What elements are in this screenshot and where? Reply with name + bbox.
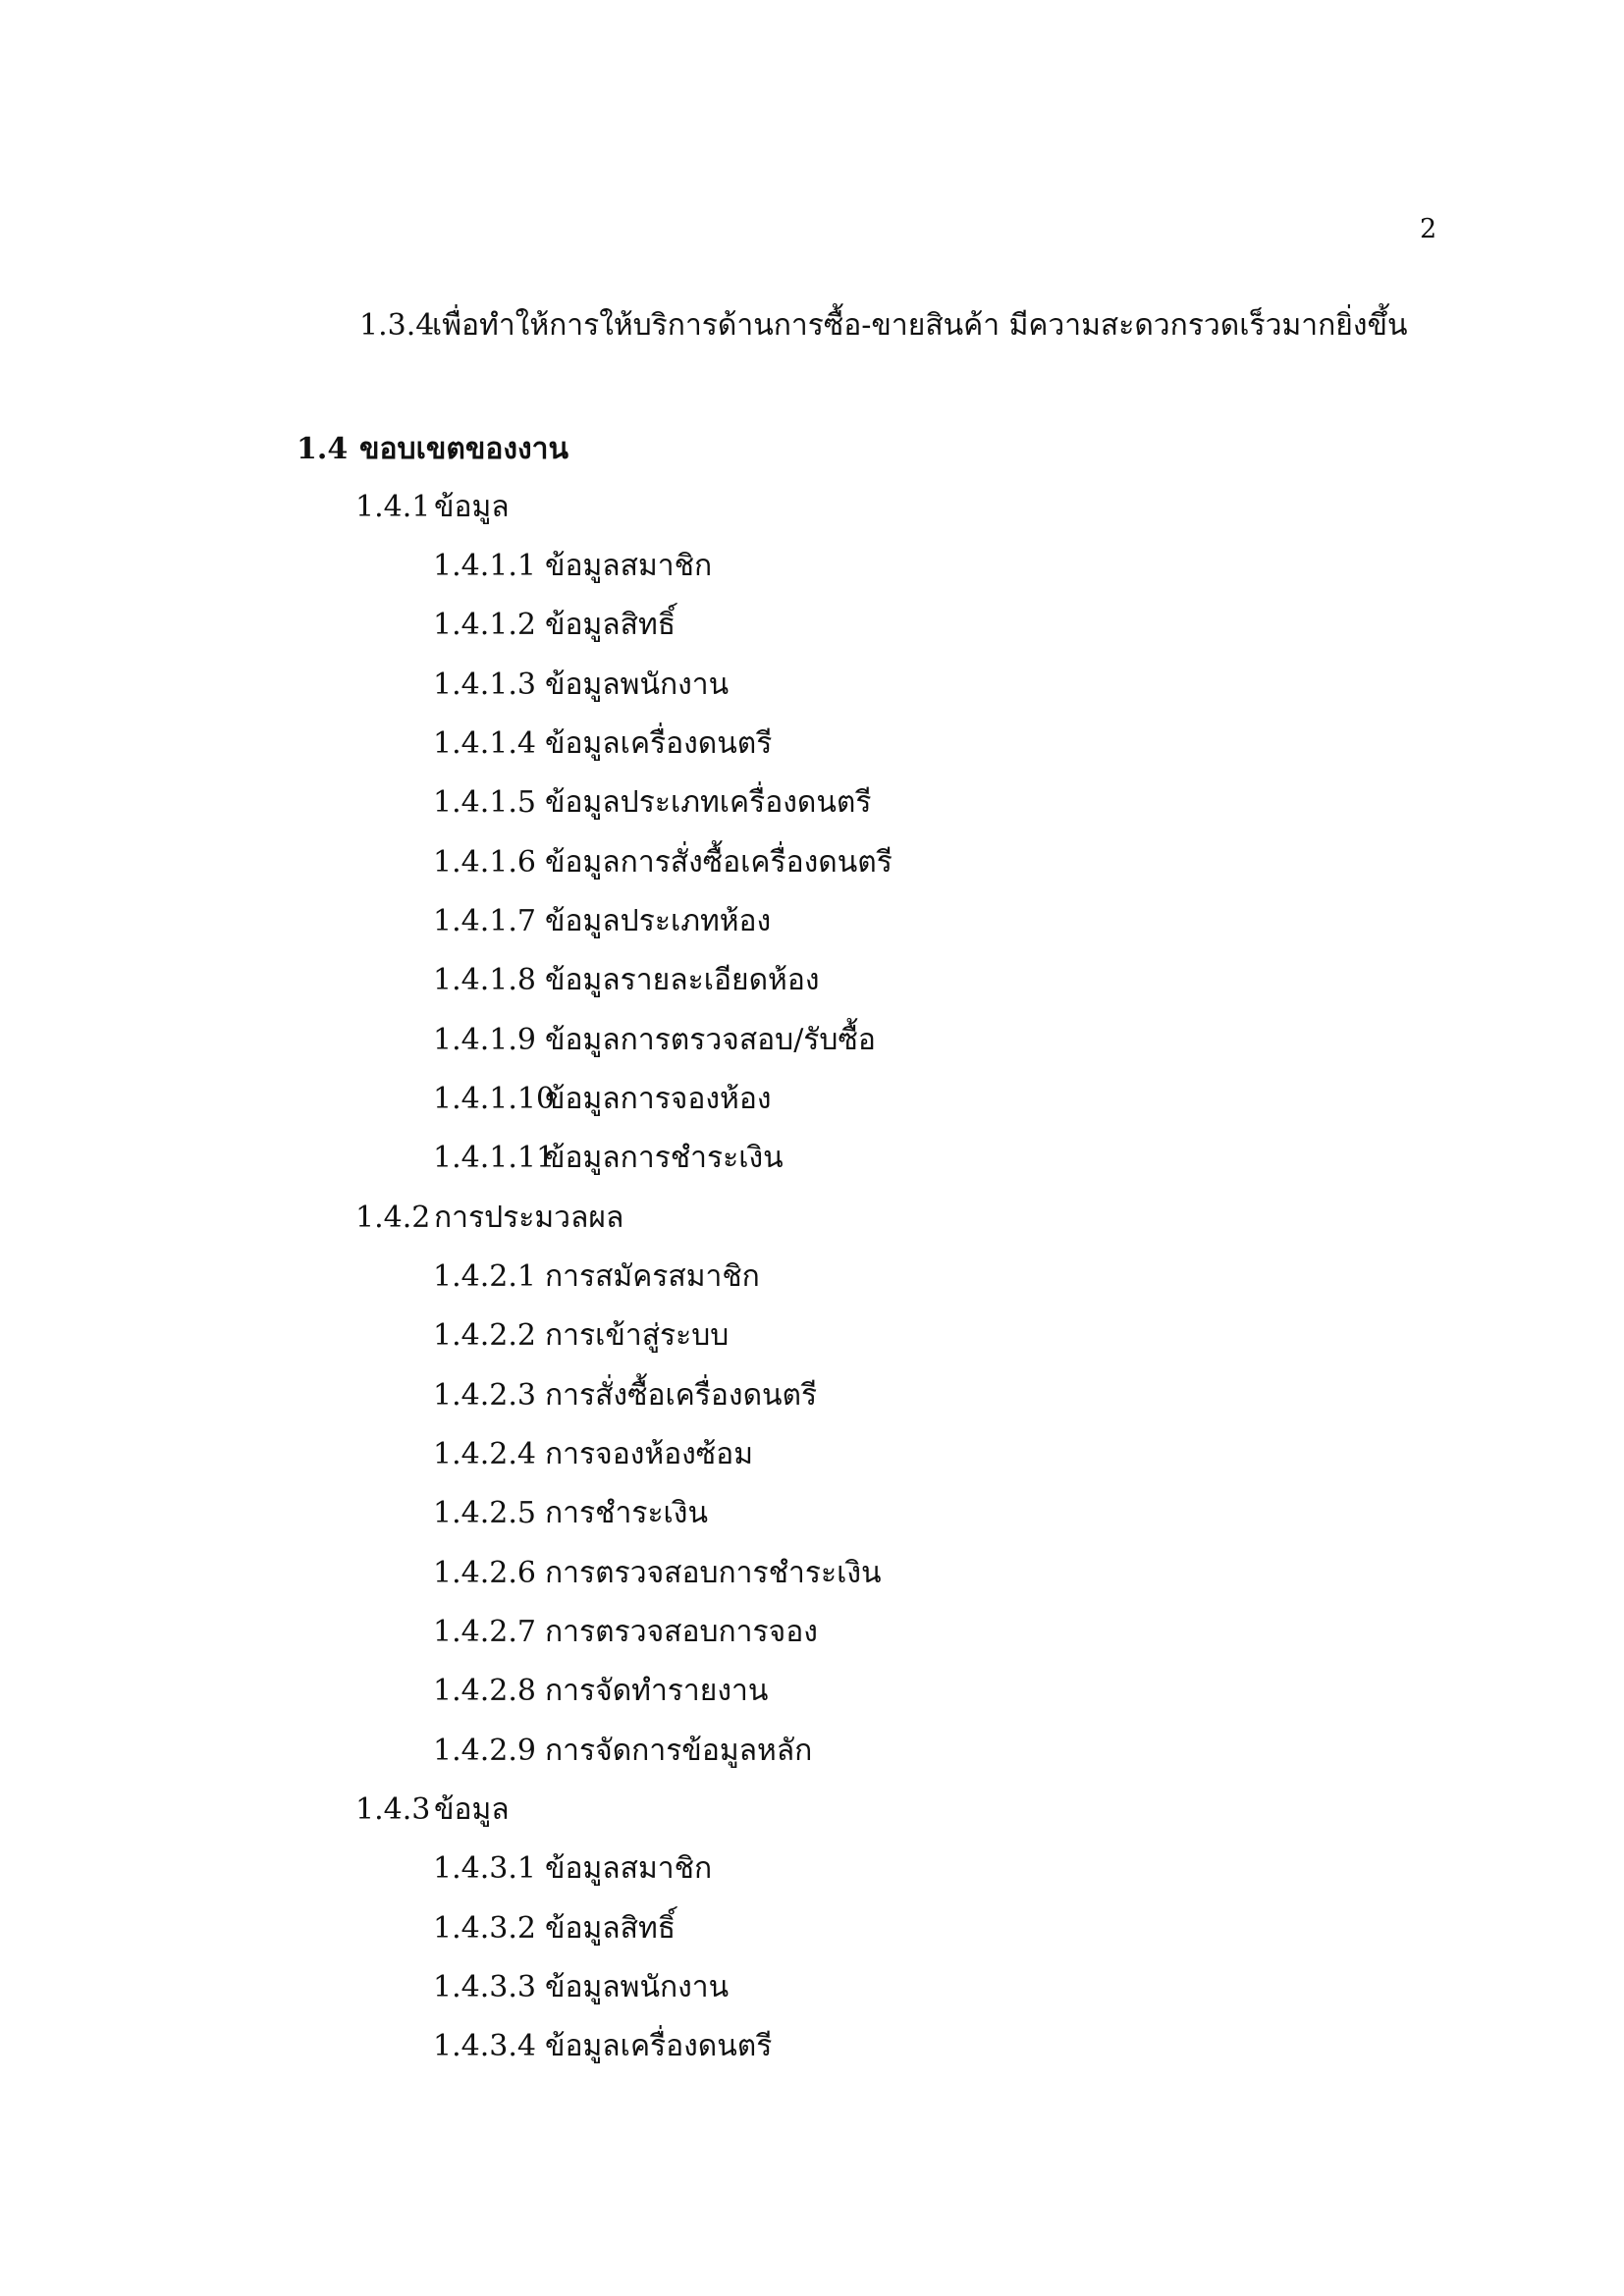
item-text: การจัดการข้อมูลหลัก: [545, 1734, 813, 1768]
item-text: การเข้าสู่ระบบ: [545, 1318, 730, 1353]
item-text: ข้อมูลเครื่องดนตรี: [545, 2029, 773, 2063]
item-number: 1.4.1.5: [433, 785, 536, 820]
item-number: 1.4.2.1: [433, 1259, 536, 1294]
item-text: การตรวจสอบการจอง: [545, 1615, 818, 1649]
item-number: 1.4.1.9: [433, 1023, 536, 1057]
item-number: 1.4.2.9: [433, 1734, 536, 1768]
list-item: [433, 1376, 817, 1415]
item-text: การสั่งซื้อเครื่องดนตรี: [545, 1378, 818, 1413]
list-item: [433, 666, 729, 705]
list-item: [433, 1257, 760, 1297]
item-number: 1.4.3.3: [433, 1970, 536, 2004]
list-item: [433, 1021, 876, 1060]
list-item: [433, 843, 893, 882]
item-text: ข้อมูลการตรวจสอบ/รับซื้อ: [545, 1023, 876, 1057]
item-text: ข้อมูลประเภทห้อง: [545, 904, 772, 938]
subsection-heading: [355, 1790, 510, 1830]
list-item: [433, 1080, 772, 1119]
objective-text: เพื่อทำให้การให้บริการด้านการซื้อ-ขายสินค้า มีความสะดวกรวดเร็วมากยิ่งขึ้น: [432, 308, 1408, 343]
objective-item: [359, 306, 1408, 346]
item-number: 1.4.2.5: [433, 1496, 536, 1530]
item-number: 1.4.3.4: [433, 2029, 536, 2063]
subsection-heading: [355, 488, 510, 527]
item-text: ข้อมูลสิทธิ์: [545, 608, 677, 642]
item-text: การจองห้องซ้อม: [545, 1437, 753, 1471]
list-item: [433, 1494, 708, 1533]
section-number: 1.4: [297, 432, 349, 466]
section-heading: [297, 430, 568, 469]
item-text: ข้อมูลประเภทเครื่องดนตรี: [545, 785, 872, 820]
item-text: ข้อมูลพนักงาน: [545, 667, 730, 702]
list-item: [433, 2027, 772, 2066]
item-text: การตรวจสอบการชำระเงิน: [545, 1556, 882, 1590]
item-number: 1.4.2.3: [433, 1378, 536, 1413]
item-number: 1.4.1.7: [433, 904, 536, 938]
item-text: ข้อมูลรายละเอียดห้อง: [545, 963, 820, 997]
item-number: 1.4.1.8: [433, 963, 536, 997]
list-item: [433, 1968, 729, 2007]
list-item: [433, 724, 772, 764]
item-text: ข้อมูลพนักงาน: [545, 1970, 730, 2004]
list-item: [433, 783, 871, 823]
item-number: 1.4.1.6: [433, 845, 536, 880]
item-number: 1.4.1.11: [433, 1141, 556, 1175]
item-number: 1.4.3.2: [433, 1911, 536, 1946]
list-item: [433, 1316, 729, 1356]
item-number: 1.4.1.4: [433, 726, 536, 761]
item-text: การชำระเงิน: [545, 1496, 708, 1530]
item-number: 1.4.2.2: [433, 1318, 536, 1353]
item-number: 1.4.2.4: [433, 1437, 536, 1471]
objective-number: 1.3.4: [359, 308, 435, 343]
item-text: การสมัครสมาชิก: [545, 1259, 760, 1294]
list-item: [433, 1849, 712, 1889]
item-number: 1.4.1.1: [433, 549, 536, 583]
subsection-heading: [355, 1199, 623, 1238]
list-item: [433, 1613, 818, 1652]
subsection-number: 1.4.1: [355, 490, 431, 524]
list-item: [433, 902, 771, 941]
page-number: 2: [1420, 214, 1437, 244]
item-number: 1.4.1.3: [433, 667, 536, 702]
subsection-number: 1.4.2: [355, 1201, 431, 1235]
list-item: [433, 961, 820, 1000]
list-item: [433, 1554, 881, 1593]
list-item: [433, 1672, 768, 1711]
list-item: [433, 1732, 812, 1771]
item-text: ข้อมูลสมาชิก: [545, 549, 713, 583]
subsection-title: ข้อมูล: [434, 490, 510, 524]
item-number: 1.4.1.10: [433, 1082, 556, 1116]
item-text: ข้อมูลเครื่องดนตรี: [545, 726, 773, 761]
item-number: 1.4.1.2: [433, 608, 536, 642]
list-item: [433, 606, 676, 645]
list-item: [433, 1435, 753, 1474]
subsection-title: ข้อมูล: [434, 1792, 510, 1827]
item-text: ข้อมูลการชำระเงิน: [545, 1141, 784, 1175]
section-title: ขอบเขตของงาน: [359, 432, 568, 466]
subsection-number: 1.4.3: [355, 1792, 431, 1827]
item-number: 1.4.2.6: [433, 1556, 536, 1590]
item-number: 1.4.2.7: [433, 1615, 536, 1649]
subsection-title: การประมวลผล: [434, 1201, 624, 1235]
item-number: 1.4.2.8: [433, 1674, 536, 1708]
list-item: [433, 547, 712, 586]
item-text: ข้อมูลการสั่งซื้อเครื่องดนตรี: [545, 845, 893, 880]
item-text: การจัดทำรายงาน: [545, 1674, 769, 1708]
item-text: ข้อมูลสมาชิก: [545, 1851, 713, 1886]
item-text: ข้อมูลการจองห้อง: [545, 1082, 772, 1116]
list-item: [433, 1909, 676, 1949]
list-item: [433, 1139, 784, 1178]
item-number: 1.4.3.1: [433, 1851, 536, 1886]
item-text: ข้อมูลสิทธิ์: [545, 1911, 677, 1946]
